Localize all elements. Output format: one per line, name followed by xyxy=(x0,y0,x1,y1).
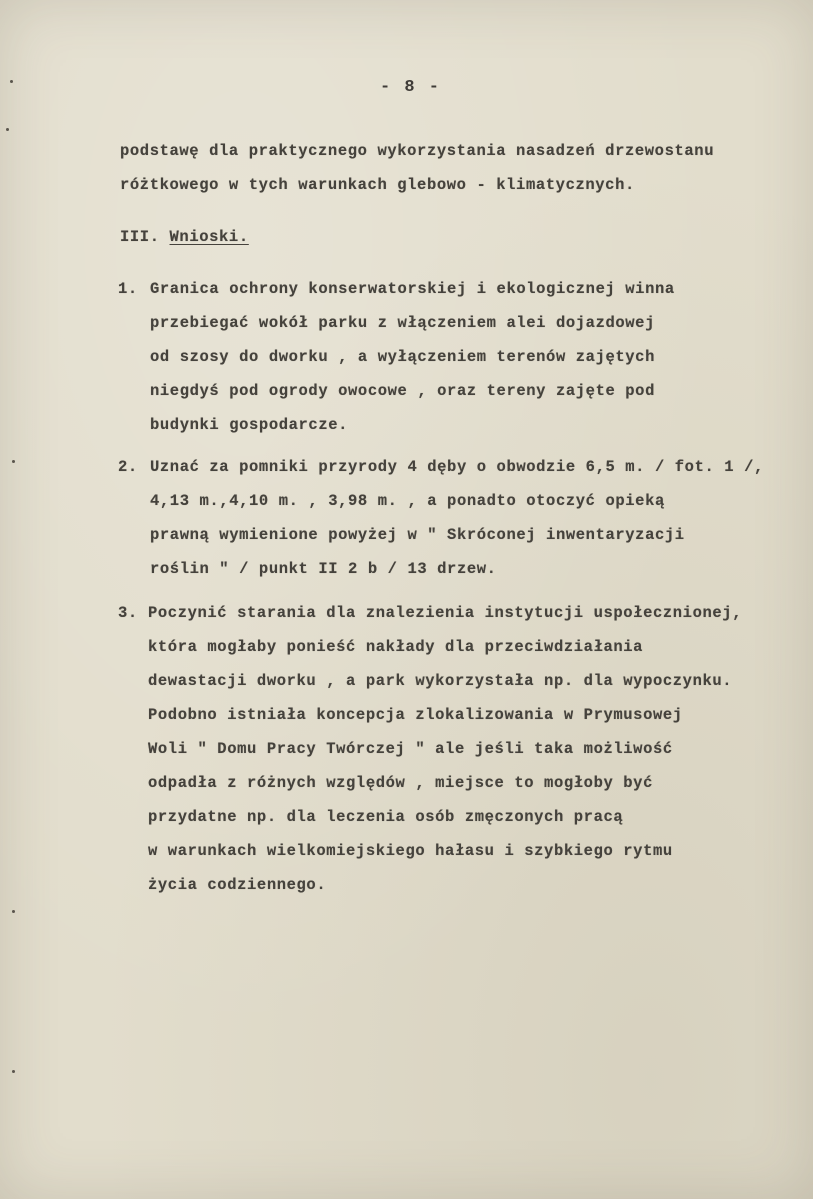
list-item-line: przydatne np. dla leczenia osób zmęczonych pracą xyxy=(148,808,624,826)
margin-speck xyxy=(12,460,15,463)
list-item-number: 2. xyxy=(118,458,138,476)
intro-line: różtkowego w tych warunkach glebowo - klimatycznych. xyxy=(120,176,635,194)
list-item-number: 1. xyxy=(118,280,138,298)
list-item-line: która mogłaby ponieść nakłady dla przeciwdziałania xyxy=(148,638,644,656)
list-item-line: życia codziennego. xyxy=(148,876,327,894)
margin-speck xyxy=(12,1070,15,1073)
list-item-line: od szosy do dworku , a wyłączeniem terenów zajętych xyxy=(150,348,655,366)
list-item-line: Woli " Domu Pracy Twórczej " ale jeśli taka możliwość xyxy=(148,740,673,758)
section-title: Wnioski. xyxy=(169,228,249,246)
section-number: III. xyxy=(120,228,160,246)
list-item-line: Podobno istniała koncepcja zlokalizowania w Prymusowej xyxy=(148,706,683,724)
list-item-line: Granica ochrony konserwatorskiej i ekologicznej winna xyxy=(150,280,675,298)
margin-speck xyxy=(6,128,9,131)
list-item-line: dewastacji dworku , a park wykorzystała np. dla wypoczynku. xyxy=(148,672,733,690)
list-item-line: odpadła z różnych względów , miejsce to mogłoby być xyxy=(148,774,653,792)
list-item-line: 4,13 m.,4,10 m. , 3,98 m. , a ponadto otoczyć opieką xyxy=(150,492,665,510)
list-item-line: Poczynić starania dla znalezienia instytucji uspołecznionej, xyxy=(148,604,743,622)
page-number: - 8 - xyxy=(380,78,442,97)
list-item-line: przebiegać wokół parku z włączeniem alei dojazdowej xyxy=(150,314,655,332)
list-item-number: 3. xyxy=(118,604,138,622)
list-item-line: Uznać za pomniki przyrody 4 dęby o obwodzie 6,5 m. / fot. 1 /, xyxy=(150,458,764,476)
list-item-line: w warunkach wielkomiejskiego hałasu i szybkiego rytmu xyxy=(148,842,673,860)
section-heading xyxy=(120,228,249,246)
margin-speck xyxy=(10,80,13,83)
list-item-line: niegdyś pod ogrody owocowe , oraz tereny zajęte pod xyxy=(150,382,655,400)
list-item-line: roślin " / punkt II 2 b / 13 drzew. xyxy=(150,560,497,578)
list-item-line: prawną wymienione powyżej w " Skróconej inwentaryzacji xyxy=(150,526,685,544)
list-item-line: budynki gospodarcze. xyxy=(150,416,349,434)
margin-speck xyxy=(12,910,15,913)
intro-line: podstawę dla praktycznego wykorzystania nasadzeń drzewostanu xyxy=(120,142,715,160)
